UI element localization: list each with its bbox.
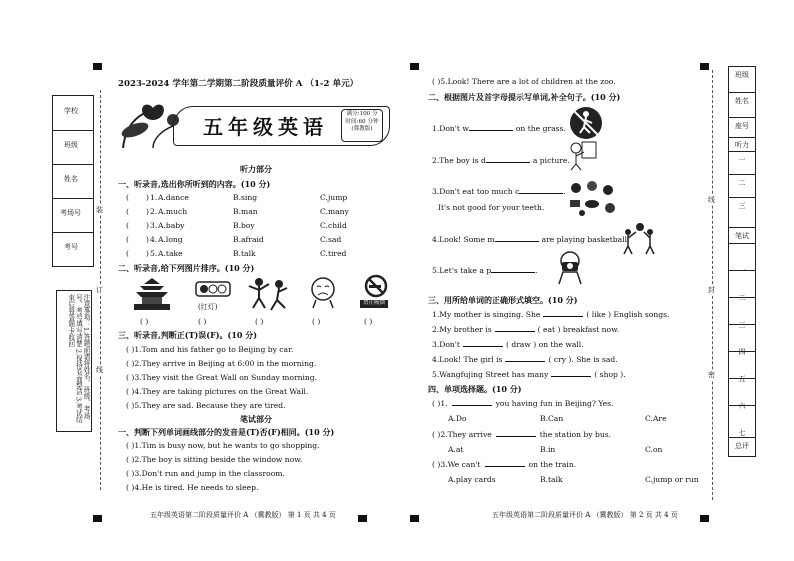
option-b: B.Can	[540, 414, 564, 423]
option-c: C.Are	[645, 414, 667, 423]
option-c: C.jump or run	[645, 475, 699, 484]
no-smoking-sign-icon	[364, 274, 388, 298]
no-walking-on-grass-icon	[568, 105, 604, 141]
list-item: ( )3.We can't on the train.	[432, 460, 577, 469]
list-item: ( )1.Tom and his father go to Beijing by car.	[126, 345, 294, 354]
p2-q5-top: ( )5.Look! There are a lot of children at the zoo.	[432, 77, 616, 86]
listening-heading: 听力部分	[240, 164, 272, 174]
banner-title: 五年级英语	[203, 115, 328, 139]
option-b: B.talk	[540, 475, 563, 484]
basketball-players-icon	[618, 222, 662, 256]
list-item-extra: It's not good for your teeth.	[438, 203, 545, 212]
p1-section2-title: 二、听录音,给下列图片排序。(10 分)	[118, 263, 255, 273]
p1-section4-title: 一、判断下列单词画线部分的发音是(T)否(F)相同。(10 分)	[118, 427, 335, 437]
picture-label-red-light: (红灯)	[198, 303, 218, 311]
list-item: 4.Look! Some m are playing basketball.	[432, 235, 630, 244]
list-item: ( )1. you having fun in Beijing? Yes.	[432, 399, 614, 408]
list-item: 2.My brother is ( eat ) breakfast now.	[432, 325, 620, 334]
class-label: 班级	[64, 141, 78, 149]
list-item: ( )3.They visit the Great Wall on Sunday morning.	[126, 373, 318, 382]
p2-section3-title: 三、用所给单词的正确形式填空。(10 分)	[428, 295, 578, 305]
option-b: B.in	[540, 445, 556, 454]
binding-word-right-1: 线	[708, 196, 715, 204]
name-label: 姓名	[64, 175, 78, 183]
corner-mark	[93, 515, 102, 522]
candy-sweets-icon	[566, 178, 618, 218]
option-a: A.at	[448, 445, 464, 454]
option-a: A.play cards	[448, 475, 496, 484]
dancing-kids-icon	[245, 276, 291, 312]
binding-word-right-2: 封	[708, 286, 715, 294]
p1-section1-title: 一、听录音,选出你所听到的内容。(10 分)	[118, 179, 271, 189]
notice-box: 注意事项：1.答题前请将姓名、班级、考场号、考号填写清楚 2.保持卷面整洁 3.考试结束后将答题卡收回	[56, 290, 92, 432]
binding-word-right-3: 密	[708, 371, 715, 379]
no-smoking-label: 禁止吸烟	[360, 300, 388, 308]
corner-mark	[410, 63, 419, 70]
list-item: ( )2.The boy is sitting beside the window now.	[126, 455, 303, 464]
list-item: ( )4.They are taking pictures on the Great Wall.	[126, 387, 309, 396]
left-margin-info-box	[52, 95, 94, 267]
p1-section3-title: 三、听录音,判断正(T)误(F)。(10 分)	[118, 330, 258, 340]
written-heading: 笔试部分	[240, 414, 272, 424]
p2-section2-title: 二、根据图片及首字母提示写单词,补全句子。(10 分)	[428, 92, 621, 102]
list-item: 2.The boy is d a picture.	[432, 156, 570, 165]
girl-taking-photo-icon	[553, 250, 587, 286]
corner-mark	[410, 515, 419, 522]
binding-word-3: 线	[96, 366, 103, 374]
p2-section4-title: 四、单项选择题。(10 分)	[428, 384, 522, 394]
right-info-table: 班级 姓名 座号 听力 一 二 三 笔试 一 二 三 四 五 六 七 总评	[728, 66, 756, 457]
list-item: 4.Look! The girl is ( cry ). She is sad.	[432, 355, 618, 364]
page2-footer: 五年级英语第二阶段质量评价 A （冀教版） 第 2 页 共 4 页	[492, 511, 678, 519]
option-c: C.on	[645, 445, 663, 454]
list-item: ( )3.Don't run and jump in the classroom.	[126, 469, 285, 478]
list-item: 5.Let's take a p .	[432, 266, 538, 275]
page1-footer: 五年级英语第二阶段质量评价 A （冀教版） 第 1 页 共 4 页	[150, 511, 336, 519]
list-item: ( )2.They arrive in Beijing at 6:00 in the morning.	[126, 359, 317, 368]
boy-drawing-icon	[566, 138, 600, 172]
corner-mark	[700, 515, 709, 522]
list-item: ( )5.They are sad. Because they are tired.	[126, 401, 286, 410]
binding-word-2: 订	[96, 286, 103, 294]
option-a: A.Do	[448, 414, 467, 423]
corner-mark	[700, 63, 709, 70]
banner	[113, 100, 388, 150]
exam-number-label: 考号	[64, 243, 78, 251]
binding-word-1: 装	[96, 206, 103, 214]
temple-of-heaven-icon	[130, 276, 174, 312]
corner-mark	[358, 515, 367, 522]
list-item: ( )1.Tim is busy now, but he wants to go shopping.	[126, 441, 320, 450]
list-item: 3.Don't ( draw ) on the wall.	[432, 340, 584, 349]
corner-mark	[93, 63, 102, 70]
crying-boy-icon	[308, 276, 338, 310]
page1-header-title: 2023-2024 学年第二学期第二阶段质量评价 A （1-2 单元）	[118, 79, 359, 89]
list-item: 3.Don't eat too much c .	[432, 187, 566, 196]
list-item: ( )4.He is tired. He needs to sleep.	[126, 483, 259, 492]
list-item: 1.Don't w on the grass.	[432, 124, 566, 133]
school-label: 学校	[64, 107, 78, 115]
list-item: 5.Wangfujing Street has many ( shop ).	[432, 370, 626, 379]
traffic-light-icon	[195, 280, 231, 300]
list-item: ( )2.They arrive the station by bus.	[432, 430, 612, 439]
exam-room-label: 考场号	[60, 209, 81, 217]
score-time-box: 满分:100 分 时间:60 分钟 (冀教版)	[341, 109, 383, 142]
list-item: 1.My mother is singing. She ( like ) English songs.	[432, 310, 670, 319]
